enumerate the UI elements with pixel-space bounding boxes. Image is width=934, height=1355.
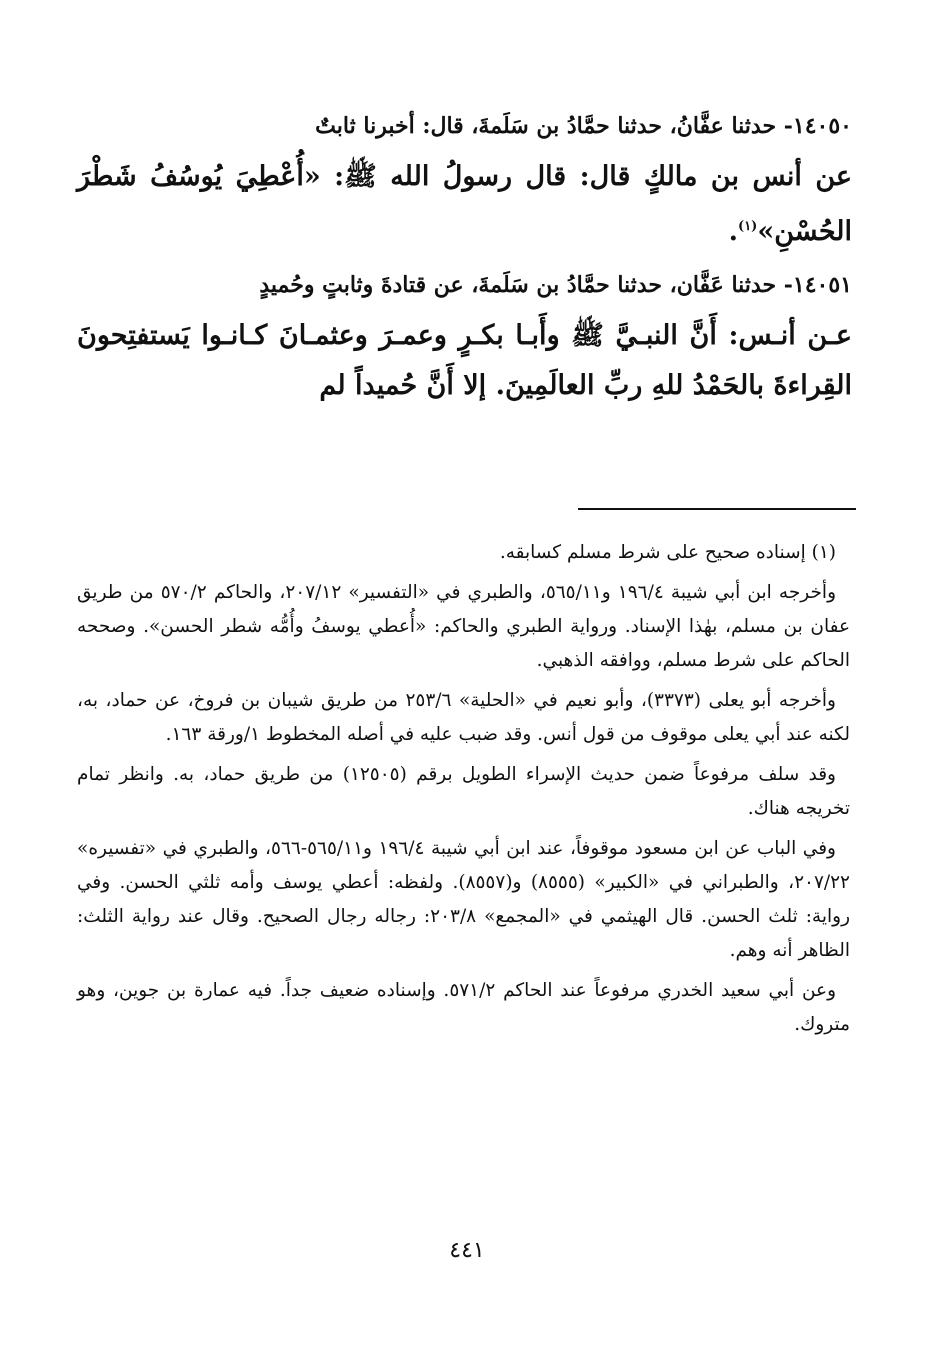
hadith-sanad (77, 108, 852, 144)
footnote-paragraph: وأخرجه ابن أبي شيبة ١٩٦/٤ و٥٦٥/١١، والطبري في «التفسير» ٢٠٧/١٢، والحاكم ٥٧٠/٢ من طريق عفان بن مسلم، بهٰذا الإسناد. ورواية الطبري والحاكم: «أُعطي يوسفُ وأُمُّه شطر الحسن». وصححه الحاكم على شرط مسلم، ووافقه الذهبي. (77, 582, 850, 671)
matn-text: عن أنس بن مالكٍ قال: قال رسولُ الله ﷺ: «أُعْطِيَ يُوسُفُ شَطْرَ الحُسْنِ» (77, 161, 852, 247)
footnote-separator (578, 508, 856, 510)
footnotes (77, 536, 850, 1048)
matn-end: . (728, 216, 739, 247)
page-number: ٤٤١ (449, 1238, 485, 1263)
footnote-paragraph: وعن أبي سعيد الخدري مرفوعاً عند الحاكم ٥٧١/٢. وإسناده ضعيف جداً. فيه عمارة بن جوين، وهو متروك. (77, 980, 850, 1035)
hadith-matn (77, 311, 852, 411)
footnote-1 (77, 536, 850, 570)
hadith-14050 (77, 108, 852, 257)
footnote-paragraph: وقد سلف مرفوعاً ضمن حديث الإسراء الطويل برقم (١٢٥٠٥) من طريق حماد، به. وانظر تمام تخريجه هناك. (77, 764, 850, 819)
footnote-paragraph: وأخرجه أبو يعلى (٣٣٧٣)، وأبو نعيم في «الحلية» ٢٥٣/٦ من طريق شيبان بن فروخ، عن حماد، به، لكنه عند أبي يعلى موقوف من قول أنس. وقد ضبب عليه في أصله المخطوط ١/ورقة ١٦٣. (77, 690, 850, 745)
matn-text: عـن أنـس: أَنَّ النبـيَّ ﷺ وأَبـا بكـرٍ وعمـرَ وعثمـانَ كـانـوا يَستفتِحونَ القِراءةَ بالحَمْدُ للهِ ربِّ العالَمِينَ. إلا أَنَّ حُميداً لم (77, 320, 852, 401)
sanad-text: حدثنا عَفَّان، حدثنا حمَّادُ بن سَلَمةَ، عن قتادةَ وثابتٍ وحُميدٍ (259, 272, 777, 298)
hadith-number: ١٤٠٥٠- (783, 113, 852, 139)
footnote-text: إسناده صحيح على شرط مسلم كسابقه. (499, 542, 806, 563)
sanad-text: حدثنا عفَّانُ، حدثنا حمَّادُ بن سَلَمةَ، قال: أخبرنا ثابتٌ (315, 113, 777, 139)
footnote-marker: (١) (811, 542, 836, 563)
hadith-matn (77, 152, 852, 257)
footnote-paragraph: وفي الباب عن ابن مسعود موقوفاً، عند ابن أبي شيبة ١٩٦/٤ و٥٦٥/١١-٥٦٦، والطبري في «تفسيره» ٢٠٧/٢٢، والطبراني في «الكبير» (٨٥٥٥) و(٨٥٥٧). ولفظه: أعطي يوسف وأمه ثلثي الحسن. وفي رواية: ثلث الحسن. قال الهيثمي في «المجمع» ٢٠٣/٨: رجاله رجال الصحيح. وقال عند رواية الثلث: الظاهر أنه وهم. (77, 838, 850, 961)
main-text (77, 108, 852, 411)
hadith-number: ١٤٠٥١- (783, 272, 852, 298)
footnote-reference: (١) (738, 219, 758, 234)
hadith-sanad (77, 267, 852, 303)
hadith-14051 (77, 267, 852, 411)
